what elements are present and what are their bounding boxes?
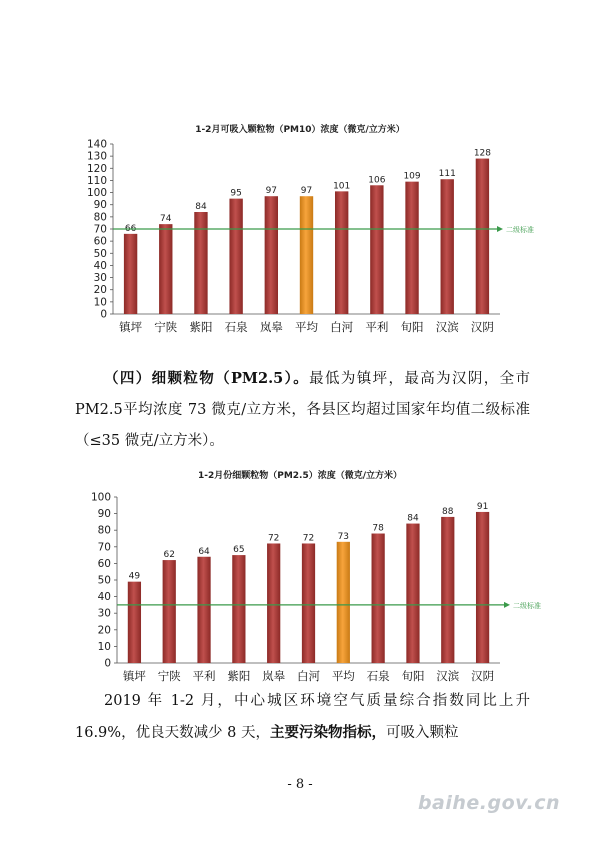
summary-tail: 可吸入颗粒 [386, 725, 459, 741]
y-tick-label: 60 [97, 557, 111, 570]
y-tick-label: 100 [90, 491, 111, 504]
y-tick-label: 50 [97, 574, 111, 587]
pm10-chart-plot [0, 122, 600, 347]
data-label: 106 [368, 175, 386, 186]
data-label: 72 [267, 533, 280, 544]
summary-paragraph [75, 686, 530, 749]
y-tick-label: 10 [93, 296, 107, 309]
y-tick-label: 80 [97, 524, 111, 537]
data-label: 73 [337, 531, 350, 542]
category-label: 宁陕 [157, 669, 181, 683]
bar [441, 517, 454, 663]
page-number: - 8 - [287, 777, 313, 792]
data-label: 91 [476, 501, 489, 512]
bar [476, 512, 489, 663]
y-tick-label: 120 [86, 162, 107, 175]
reference-label: 二级标准 [506, 226, 534, 234]
bar [229, 199, 242, 314]
pm10-chart [0, 122, 600, 347]
data-label: 97 [300, 186, 313, 197]
category-label: 平利 [365, 320, 389, 334]
reference-label: 二级标准 [513, 601, 541, 610]
y-tick-label: 20 [93, 284, 107, 297]
category-label: 旬阳 [400, 320, 424, 334]
y-tick-label: 10 [97, 640, 111, 653]
reference-arrow [497, 226, 503, 232]
bar [194, 212, 207, 314]
category-label: 镇坪 [122, 669, 146, 683]
pm10-chart-title: 1-2月可吸入颗粒物（PM10）浓度（微克/立方米） [195, 125, 405, 135]
data-label: 88 [442, 506, 454, 517]
bar [441, 179, 454, 314]
y-tick-label: 80 [93, 211, 107, 224]
bar [232, 555, 245, 663]
y-tick-label: 70 [93, 223, 107, 236]
bar-average [337, 542, 350, 663]
y-tick-label: 30 [93, 272, 107, 285]
bar [265, 196, 278, 314]
data-label: 49 [128, 571, 141, 582]
data-label: 101 [333, 181, 351, 192]
category-label: 紫阳 [189, 320, 213, 334]
data-label: 64 [198, 546, 210, 557]
category-label: 平均 [331, 669, 355, 683]
data-label: 65 [233, 545, 245, 556]
y-tick-label: 140 [86, 138, 107, 151]
bar [128, 582, 141, 663]
y-tick-label: 40 [93, 259, 107, 272]
category-label: 紫阳 [227, 669, 251, 683]
data-label: 128 [473, 148, 492, 159]
category-label: 岚皋 [262, 669, 286, 683]
data-label: 74 [160, 214, 172, 225]
y-tick-label: 30 [97, 607, 111, 620]
category-label: 岚皋 [259, 320, 283, 334]
bar [406, 524, 419, 663]
category-label: 白河 [330, 320, 354, 334]
y-tick-label: 90 [93, 199, 107, 212]
pm25-chart-title: 1-2月份细颗粒物（PM2.5）浓度（微克/立方米） [197, 471, 403, 481]
y-tick-label: 40 [97, 591, 111, 604]
pm25-chart-plot [0, 468, 600, 683]
data-label: 95 [230, 188, 242, 199]
y-tick-label: 110 [86, 174, 107, 187]
section4-paragraph [75, 363, 530, 457]
category-label: 汉滨 [436, 669, 460, 683]
category-label: 石泉 [366, 669, 390, 683]
watermark: baihe.gov.cn [417, 792, 560, 814]
section4-heading: （四）细颗粒物（PM2.5）。 [104, 370, 310, 387]
bar [159, 224, 172, 314]
y-tick-label: 100 [86, 187, 107, 200]
section4-text: 最低为镇坪，最高为汉阴，全市PM2.5平均浓度 73 微克/立方米，各县区均超过国家年均值二级标准（≤35 微克/立方米）。 [75, 371, 531, 449]
summary-bold: 主要污染物指标， [270, 724, 387, 741]
data-label: 109 [403, 171, 421, 182]
category-label: 旬阳 [401, 669, 425, 683]
data-label: 97 [265, 186, 278, 197]
y-tick-label: 130 [86, 150, 107, 163]
data-label: 111 [438, 169, 456, 180]
y-tick-label: 0 [104, 657, 111, 670]
y-tick-label: 0 [100, 308, 107, 321]
data-label: 66 [124, 223, 137, 234]
category-label: 镇坪 [119, 320, 143, 334]
category-label: 汉滨 [435, 320, 459, 334]
bar [302, 543, 315, 663]
y-tick-label: 90 [97, 508, 111, 521]
category-label: 白河 [297, 669, 320, 683]
category-label: 平均 [295, 320, 318, 334]
y-tick-label: 60 [93, 235, 107, 248]
bar [267, 543, 280, 663]
bar [124, 234, 137, 314]
data-label: 62 [163, 550, 175, 561]
y-tick-label: 70 [97, 541, 111, 554]
bar [335, 191, 348, 314]
data-label: 72 [302, 533, 315, 544]
bar [405, 182, 418, 314]
data-label: 78 [372, 523, 384, 534]
bar [372, 534, 385, 663]
data-label: 84 [195, 202, 207, 212]
y-tick-label: 20 [97, 624, 111, 637]
reference-arrow [504, 602, 510, 608]
category-label: 宁陕 [154, 320, 178, 334]
summary-text: 2019 年 1-2 月，中心城区环境空气质量综合指数同比上升 16.9%，优良天数减少 8 天， [75, 693, 530, 741]
data-label: 84 [407, 513, 419, 524]
y-tick-label: 50 [93, 247, 107, 260]
category-label: 石泉 [224, 320, 248, 334]
bar [370, 185, 383, 314]
category-label: 汉阴 [471, 669, 495, 683]
pm25-chart [0, 468, 600, 683]
bar [197, 557, 210, 663]
category-label: 汉阴 [470, 320, 494, 334]
category-label: 平利 [192, 669, 216, 683]
bar-average [300, 196, 313, 314]
bar [476, 159, 489, 314]
bar [163, 560, 176, 663]
